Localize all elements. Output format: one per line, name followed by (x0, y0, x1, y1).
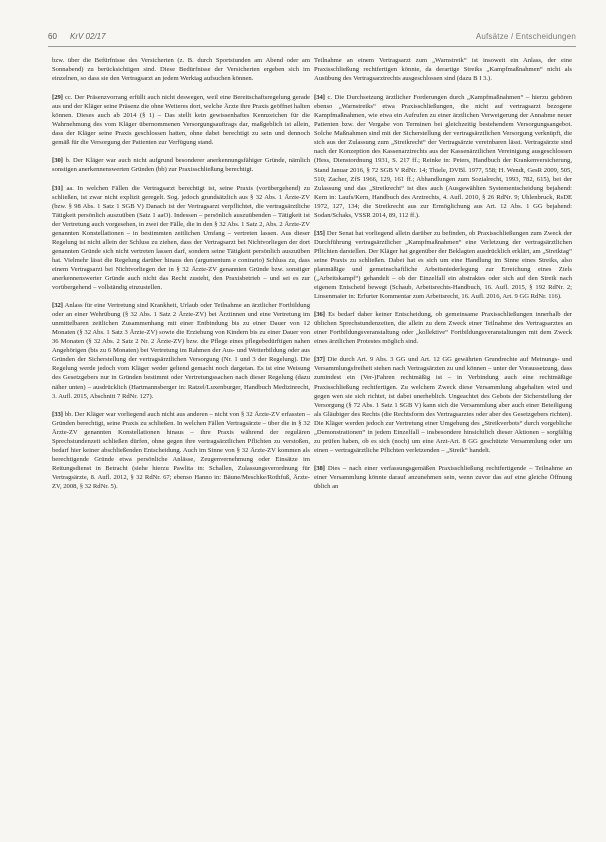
paragraph-number: [31] (52, 184, 63, 192)
paragraph-text: b. Der Kläger war auch nicht aufgrund besonderer anerkennungsfähiger Gründe, nämlich sonstigen anerkennenswerten Gründen (bb) zur Praxisschließung berechtigt. (52, 157, 311, 174)
paragraph-text: bzw. über die Befürfnisse des Versicherten (z. B. durch Sportstunden am Abend oder am Sonnabend) zu berücksichtigen sind. Diese Bedürfnisse der Versicherten ergeben sich im einzelnen, so dass sie den Vertragsarzt an jedem Werktag aufsuchen können. (52, 57, 310, 83)
paragraph-text: c. Die Durchsetzung ärztlicher Forderungen durch „Kampfmaßnahmen“ – hierzu gehören ebenso „Warnstreiks“ etwa Praxisschließungen, die nicht auf vertragsarzt bezogene Kampfmaßnahmen, wie etwa ein Aufrufen zu einer ärztlichen Verweigerung der Annahme neuer Patienten bzw. der Vergabe von Terminen bei gleichzeitig bestehendem Versorgungsangebot. Solche Maßnahmen sind mit der Sicherstellung der vertragsärztlichen Versorgung verknüpft, die sich aus der Zulassung zum „Streikrecht“ der Vertragsärzte vereinbaren lässt. Vertragsärzte sind nach der Konzeption des Kassenarztrechts aus der Kassenärztlichen Vereinigung ausgeschlossen (Hess, Dienstordnung 1931, S. 217 ff.; Reinke in: Peters, Handbuch der Krankenversicherung, Stand Januar 2016, § 72 SGB V RdNr. 14; Thiele, DVBl. 1977, 558; H. Wendt, GesR 2009, 505, 510; Zacher, ZfS 1966, 129, 161 ff.; Abhandlungen zum Sozialrecht, 1993, 782, 615), bei der Zulassung und das „Streikrecht“ ist dies auch (Ausgewählten Systementscheidung bejahend: Kern in: Laufs/Kern, Handbuch des Arztrechts, 4. Aufl. 2010, § 26 RdNr. 9; Uhlenbruck, RsDE 1972, 127, 134; die Streikrecht aus zur Ermöglichung aus Art. 12 Abs. 1 GG bejahend: Sodan/Schaks, VSSR 2014, 89, 112 ff.). (314, 94, 572, 219)
paragraph (52, 156, 310, 174)
paragraph (314, 93, 572, 220)
running-header (48, 30, 576, 47)
paragraph-text: cc. Der Präsenzvorrang erfüllt auch nicht deswegen, weil eine Bereitschaftsregelung gerade aus und der Kläger seine Präsenz die ohne Weiteres dort, welche Ärzte ihre Praxis geöffnet halten können. Dieses auch ab 2014 (§ 1) – Das stellt kein gewissenhaftes Kennzeichen für die Wahrnehmung des vom Kläger übernommenen Versorgungsauftrags dar, maßgeblich ist allein, dass der Kläger seine Praxis geschlossen hatten, ohne dabei berechtigt zu sein und dennoch gemäß für die Versorgung der Patienten zur Verfügung stand. (52, 94, 310, 147)
paragraph-number: [38] (314, 464, 325, 472)
paragraph-number: [30] (52, 157, 63, 165)
paragraph (52, 410, 310, 491)
paragraph-text: bb. Der Kläger war vorliegend auch nicht aus anderen – nicht von § 32 Ärzte-ZV erfassten – Gründen berechtigt, seine Praxis zu schließen. In welchen Fällen Vertragsärzte – über die in § 32 Ärzte-ZV genannten Konstellationen hinaus – ihre Praxis während der regulären Sprechstundenzeit schließen dürfen, ohne gegen ihre vertragsärztlichen Pflichten zu verstoßen, bedarf hier keiner abschließenden Entscheidung. Auch im Sinne von § 32 Ärzte-ZV kommen als berechtigende Gründe etwa persönliche Anlässe, Zeugenvernehmung oder Einsätze im Rettungsdienst in Betracht (siehe hierzu Pawlita in: Schallen, Zulassungsverordnung für Vertragsärzte, 8. Aufl. 2012, § 32 RdNr. 67; ebenso Hanno in: Bäune/Meschke/Rothfuß, Ärzte-ZV, 2008, § 32 RdNr. 5). (52, 410, 310, 490)
paragraph-text: Anlass für eine Vertretung sind Krankheit, Urlaub oder Teilnahme an ärztlicher Fortbildung oder an einer Wehrübung (§ 32 Abs. 1 Satz 2 Ärzte-ZV) bei Ärztinnen und eine Vertretung im unmittelbaren zeitlichen Zusammenhang mit einer Entbindung bis zu einer Dauer von 12 Monaten (§ 32 Abs. 1 Satz 3 Ärzte-ZV) sowie die Erziehung von Kindern bis zu einer Dauer von 36 Monaten (§ 32 Abs. 2 Satz 2 Nr. 2 Ärzte-ZV) bzw. die Pflege eines pflegebedürftigen nahen Angehörigen (bis zu 6 Monaten) bei Vertretung im Rahmen der Aus- und Weiterbildung oder aus Gründen der Sicherstellung der vertragsärztlichen Versorgung (Nr. 1 und 3 der Regelung). Die Regelung werde jedoch vom Kläger weder geltend gemacht noch dargetan. Es ist eine Weisung des Gesetzgebers nur in Gründen bestimmt oder Vertretungssachen nach dieser Regelung (dazu näher unten) – ausdrücklich (Hartmannsberger in: Ratzel/Luxenburger, Handbuch Medizinrecht, 3. Aufl. 2015, Abschnitt 7 RdNr. 127). (52, 302, 310, 400)
paragraph-text: Es bedarf daher keiner Entscheidung, ob gemeinsame Praxisschließungen innerhalb der üblichen Sprechstundenzeiten, die allein zu dem Zweck einer Teilnahme des Vertragsarztes an einer Fortbildungsveranstaltung oder „kollektive“ Fortbildungsveranstaltungen mit dem Zweck eines ärztlichen Protestes möglich sind. (314, 311, 572, 346)
paragraph (52, 301, 310, 401)
paragraph-text: aa. In welchen Fällen die Vertragsarzt berechtigt ist, seine Praxis (vorübergehend) zu schließen, ist zwar nicht explizit geregelt. Sog. jedoch grundsätzlich aus § 32 Abs. 1 Ärzte-ZV (bzw. § 98 Abs. 1 Satz 1 SGB V) Danach ist der Vertragsarzt verpflichtet, die vertragsärztliche Tätigkeit persönlich auszuüben (Satz 1 aaO). Indessen – persönlich auszuübenden – Tätigkeit ist der Vertretung auch vorgesehen, in zwei der Fälle, die in den § 32 Abs. 1 Satz 2, Abs. 2 Ärzte-ZV genannten Konstellationen – in bestimmten zeitlichen Umfang – vertreten lassen. Aus dieser Regelung ist nicht allein der Schluss zu ziehen, dass der Vertragsarzt bei Nichtvorliegen der dort genannten Gründe sich nicht vertreten lassen darf, sondern seine Tätigkeit persönlich auszuüben hat. Vielmehr lässt die Regelung darüber hinaus den (argumentum e contrario) Schluss zu, dass einem Vertragsarzt bei Nichtvorliegen der in § 32 Ärzte-ZV genannten Gründe bzw. sonstiger anerkennenswerter Gründe auch nicht das Recht zusteht, den Praxisbetrieb – und sei es zur vorübergehend – vollständig einzustellen. (52, 184, 310, 292)
paragraph-text: Dies – nach einer verfassungsgemäßen Praxisschließung rechtfertigende – Teilnahme an einer Versammlung könnte darauf anzunehmen sein, wenn zuvor das auf eine gleiche Öffnung üblich an (314, 464, 572, 490)
paragraph-number: [29] (52, 94, 63, 102)
paragraph-number: [37] (314, 356, 325, 364)
left-column (52, 56, 310, 500)
paragraph-text: Teilnahme an einem Vertragsarzt zum „Warnstreik“ ist insoweit ein Anlass, der eine Praxisschließung rechtfertigen könnte, da derartige Streiks „Kampfmaßnahmen“ nicht als Ausübung des Vertragsarztrechts ausgeschlossen sind (dazu B I 3.). (314, 57, 572, 83)
paragraph-number: [35] (314, 229, 325, 237)
section-title: Aufsätze / Entscheidungen (475, 32, 576, 41)
paragraph (52, 56, 310, 83)
paragraph (52, 93, 310, 147)
paragraph (314, 355, 572, 455)
paragraph-number: [36] (314, 311, 325, 319)
paragraph-number: [32] (52, 302, 63, 310)
paragraph-text: Der Senat hat vorliegend allein darüber zu befinden, ob Praxisschließungen zum Zweck der Durchführung vertragsärztlicher „Kampfmaßnahmen“ eine Verletzung der vertragsärztlichen Pflichten darstellen. Der Kläger hat gegenüber der Beklagten ausdrücklich erklärt, am „Streiktag“ seine Praxis zu schließen. Dabei hat es sich um eine Handlung im Sinne eines Streiks, also planmäßige und gemeinschaftliche Arbeitsniederlegung zur Erreichung eines Ziels („Arbeitskampf“) gehandelt – ob der Einzelfall ein abstraktes oder sich auf den Streik nach eigenem Entscheid bewegt (Schaub, Arbeitsrechts-Handbuch, 16. Aufl. 2015, § 192 RdNr. 2; Linsenmaier in: Erfurter Kommentar zum Arbeitsrecht, 16. Aufl. 2016, Art. 9 GG RdNr. 116). (314, 229, 572, 301)
paragraph-text: Die durch Art. 9 Abs. 3 GG und Art. 12 GG gewährten Grundrechte auf Meinungs- und Versammlungsfreiheit stehen nach Vertragsärzten zu und können – unter der Voraussetzung, dass zumindest ein (Ver-)Fahren rechtmäßig ist – in Verbindung auch eine rechtmäßige Praxisschließung rechtfertigen. Zu welchem Zweck diese Versammlung abgehalten wird und gegen wen sie sich richtet, ist dabei unerheblich. Ungeachtet des Gebots der Sicherstellung der Versorgung (§ 72 Abs. 1 Satz 1 SGB V) kann sich die Versammlung aber auch einer Beteiligung als Gläubiger des Rechts (die Rechtsform des Vertragsarztes oder aber des Gesetzgebers richten). Die Kläger werden jedoch zur Vertretung einer Umgehung des „Streikverbots“ durch vorgebliche „Demonstrationen“ in jedem Einzelfall – insbesondere hinsichtlich dieser Aktionen – sorgfältig zu prüfen haben, ob es sich (noch) um eine Arzt-Art. 8 GG geschützte Versammlung oder um einen – vertragsärztliche Pflichten verletzenden – „Streik“ handelt. (314, 356, 572, 454)
paragraph (314, 229, 572, 301)
right-column (314, 56, 572, 500)
paragraph-number: [34] (314, 94, 325, 102)
paragraph (314, 310, 572, 346)
paragraph-number: [33] (52, 410, 63, 418)
paragraph (314, 464, 572, 491)
paragraph (52, 184, 310, 293)
page-number: 60 (48, 32, 57, 41)
journal-name: KrV 02/17 (70, 32, 106, 41)
paragraph (314, 56, 572, 83)
